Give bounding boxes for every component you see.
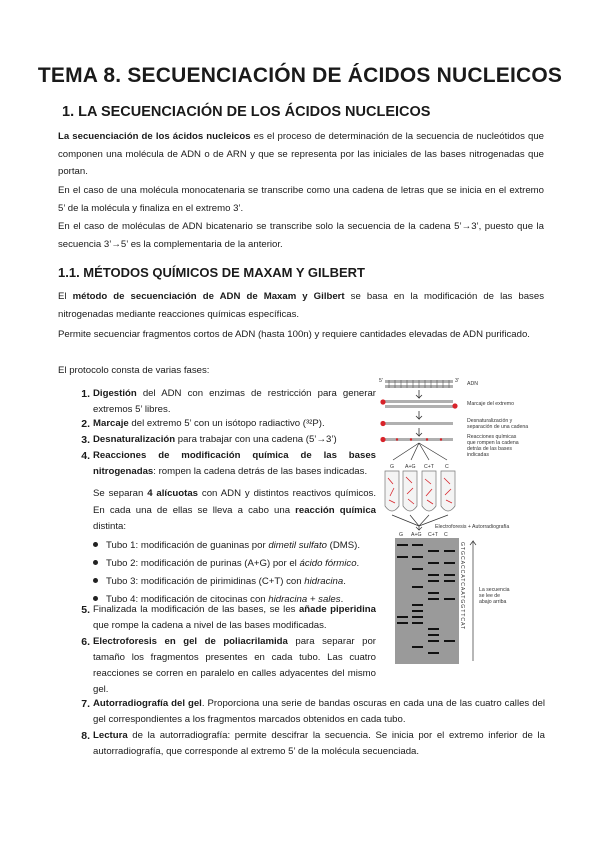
step-bold: Digestión <box>93 388 137 399</box>
reagent: hidracina + sales <box>268 594 341 605</box>
step-bold: Reacciones de modificación química de las bases nitrogenadas <box>93 450 376 477</box>
step-bold: Electroforesis en gel de poliacrilamida <box>93 636 288 647</box>
radiolabel-icon <box>380 421 385 426</box>
tube-label: C <box>445 464 449 470</box>
bullet-dot <box>93 578 98 583</box>
paragraph-text: El <box>58 291 73 302</box>
step-text: para separar por tamaño los fragmentos presentes en cada tubo. Las cuatro reacciones se corren en paralelo en calles adyacentes del mismo gel. <box>93 636 377 695</box>
step-bold: Autorradiografía del gel <box>93 698 202 709</box>
radiolabel-icon <box>380 399 385 404</box>
paragraph: En el caso de moléculas de ADN bicatenario se transcribe solo la secuencia de la cadena 5’→3’, puesto que la secuencia 3’→5’ es la complementaria de la anterior. <box>58 221 544 250</box>
label-electroforesis: Electroforesis + Autorradiografía <box>435 524 510 530</box>
dna-strand <box>385 438 453 441</box>
arrow-icon <box>416 390 422 398</box>
lane-label: G <box>399 532 404 538</box>
bold-term: reacción química <box>295 504 376 516</box>
label-adn: ADN <box>467 381 478 387</box>
bullet-text: . <box>343 576 346 587</box>
bullet-text: . <box>356 558 360 569</box>
reagent: hidracina <box>304 576 344 587</box>
bullet-dot <box>93 542 98 547</box>
step-text: . Proporciona una serie de bandas oscuras en cada una de las cuatro calles del gel correspondientes a los fragmentos marcados obtenidos en cada tubo. <box>93 698 545 725</box>
step-text: Finalizada la modificación de las bases, se les <box>93 604 299 615</box>
step-number: 7. <box>81 698 90 710</box>
section-heading: 1. LA SECUENCIACIÓN DE LOS ÁCIDOS NUCLEICOS <box>62 104 431 120</box>
tube-label: A+G <box>405 464 416 470</box>
step-item <box>93 634 376 698</box>
dna-strand <box>385 422 453 425</box>
subsection-heading: 1.1. MÉTODOS QUÍMICOS DE MAXAM Y GILBERT <box>58 265 365 280</box>
lane-label: C <box>444 532 448 538</box>
step-item <box>93 448 376 480</box>
detail-text: distinta: <box>93 521 127 532</box>
step-item <box>93 416 376 432</box>
step-item <box>93 728 545 760</box>
reagent: dimetil sulfato <box>268 540 327 551</box>
note: abajo arriba <box>479 599 507 605</box>
bullet-text: . <box>340 594 344 605</box>
sequence-column: GTGCACCATCAATGGTTCAT <box>459 542 465 631</box>
reagent: ácido fórmico <box>299 558 357 569</box>
tube-label: G <box>390 464 395 470</box>
bold-term: método de secuenciación de ADN de Maxam y Gilbert <box>72 291 345 302</box>
step-bold: Desnaturalización <box>93 434 176 445</box>
paragraph <box>58 288 544 323</box>
label-marcaje: Marcaje del extremo <box>467 401 514 407</box>
label-reacciones: que rompen la cadena <box>467 440 519 446</box>
bullet-text: Tubo 4: modificación de citocinas con <box>106 594 269 605</box>
step-text: : rompen la cadena detrás de las bases indicadas. <box>153 466 368 477</box>
bullet-text: Tubo 2: modificación de purinas (A+G) por el <box>106 558 300 569</box>
reaction-tubes <box>385 471 455 511</box>
radiolabel-icon <box>380 437 385 442</box>
tube-label: C+T <box>424 464 434 470</box>
paragraph <box>58 128 544 181</box>
bullet-text: Tubo 1: modificación de guaninas por <box>106 540 269 551</box>
label-reacciones: detrás de las bases <box>467 446 512 452</box>
dna-strand <box>385 400 453 403</box>
paragraph: Permite secuenciar fragmentos cortos de ADN (hasta 100n) y requiere cantidades elevadas de ADN purificado. <box>58 329 530 340</box>
note: La secuencia <box>479 587 510 593</box>
detail-text: Se separan <box>93 488 148 499</box>
dna-strand <box>385 405 453 408</box>
step-bold: Lectura <box>93 730 128 741</box>
label-desnat: Desnaturalización y <box>467 418 513 424</box>
label-3prime: 3' <box>455 378 459 384</box>
step-text: de la autorradiografía: permite descifrar la secuencia. Se inicia por el extremo inferior de la autorradiografía, que corresponde al extremo 5’ de la molécula secuenciada. <box>93 730 545 757</box>
step-text: que rompe la cadena a nivel de las bases modificadas. <box>93 620 327 631</box>
split-arrows <box>393 443 447 460</box>
paragraph: El protocolo consta de varias fases: <box>58 365 210 376</box>
paragraph: En el caso de una molécula monocatenaria se transcribe como una cadena de letras que se inicia en el extremo 5’ de la molécula y finaliza en el extremo 3’. <box>58 185 544 214</box>
note: se lee de <box>479 593 501 599</box>
detail-text: con ADN y distintos reactivos químicos. En cada una de ellas se lleva a cabo una <box>93 488 376 516</box>
reading-direction-arrow-icon <box>470 541 476 661</box>
arrow-icon <box>416 428 422 436</box>
step-number: 1. <box>81 388 90 400</box>
label-desnat: separación de una cadena <box>467 424 529 430</box>
step-bold: añade piperidina <box>298 604 376 615</box>
label-5prime: 5' <box>379 378 383 384</box>
bullet-dot <box>93 596 98 601</box>
step-item <box>93 602 376 634</box>
tube-bullet <box>93 556 359 572</box>
maxam-gilbert-diagram <box>375 376 545 668</box>
step-number: 5. <box>81 604 90 616</box>
step-item <box>93 432 376 448</box>
bold-term: La secuenciación de los ácidos nucleicos <box>58 131 251 142</box>
step-number: 6. <box>81 636 90 648</box>
step-number: 8. <box>81 730 90 742</box>
step-bold: Marcaje <box>93 418 129 429</box>
tube-bullet <box>93 538 360 554</box>
paragraph-text: es el proceso de determinación de la secuencia de nucleótidos que componen una molécula de ADN o de ARN y que se representa por las iniciales de las bases nitrogenadas que portan. <box>58 131 544 177</box>
lane-label: A+G <box>411 532 422 538</box>
bold-term: 4 alícuotas <box>147 488 199 499</box>
step-number: 3. <box>81 434 90 446</box>
step4-detail <box>93 486 376 536</box>
step-text: para trabajar con una cadena (5’→3’) <box>175 434 337 445</box>
arrow-icon <box>416 411 422 419</box>
page-title: TEMA 8. SECUENCIACIÓN DE ÁCIDOS NUCLEICOS <box>37 64 563 87</box>
step-text: del extremo 5’ con un isótopo radiactivo (³²P). <box>128 418 325 429</box>
tube-bullet <box>93 574 346 590</box>
step-number: 4. <box>81 450 90 462</box>
bullet-text: (DMS). <box>326 540 361 551</box>
bullet-dot <box>93 560 98 565</box>
step-number: 2. <box>81 418 90 430</box>
paragraph-text: se basa en la modificación de las bases nitrogenadas mediante reacciones químicas específicas. <box>58 291 544 320</box>
label-reacciones: indicadas <box>467 452 489 458</box>
label-reacciones: Reacciones químicas <box>467 434 517 440</box>
radiolabel-icon <box>452 403 457 408</box>
lane-label: C+T <box>428 532 438 538</box>
step-item <box>93 386 376 418</box>
step-item <box>93 696 545 728</box>
bullet-text: Tubo 3: modificación de pirimidinas (C+T) con <box>106 576 305 587</box>
step-text: del ADN con enzimas de restricción para generar extremos 5’ libres. <box>93 388 376 415</box>
